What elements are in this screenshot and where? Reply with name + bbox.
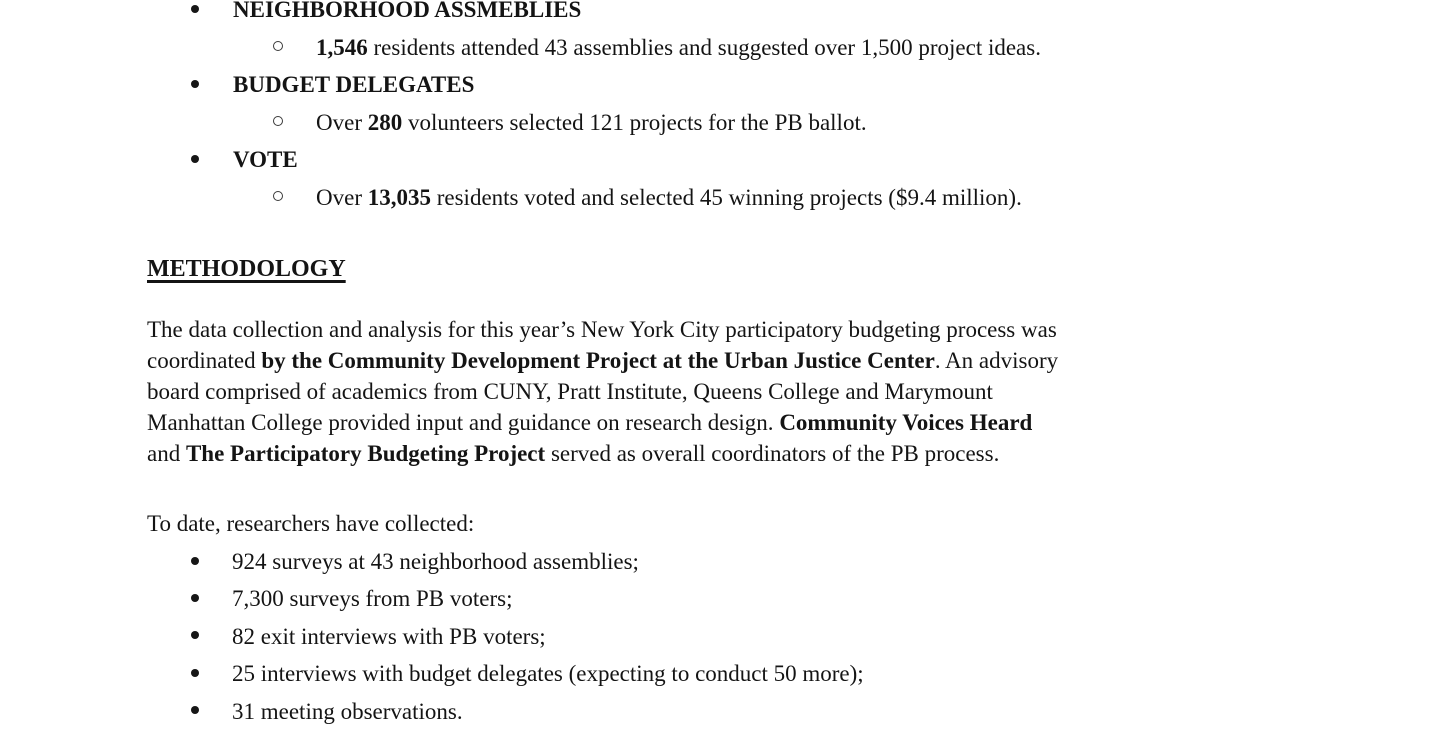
bullet-icon	[191, 594, 199, 602]
list-item-budget-delegates	[0, 66, 1440, 104]
list-subitem-delegates-detail	[0, 104, 1440, 142]
collected-list	[0, 543, 1440, 730]
methodology-heading: METHODOLOGY	[147, 256, 346, 282]
summary-list	[0, 0, 1440, 216]
bullet-icon	[191, 80, 199, 88]
collected-item-text: 25 interviews with budget delegates (expecting to conduct 50 more);	[232, 661, 864, 687]
bullet-icon	[191, 5, 199, 13]
bullet-icon	[191, 669, 199, 677]
paragraph-line: The data collection and analysis for this year’s New York City participatory budgeting process was	[147, 317, 1057, 342]
collected-item-text: 31 meeting observations.	[232, 698, 463, 724]
list-subitem-text: 1,546 residents attended 43 assemblies and suggested over 1,500 project ideas.	[316, 34, 1041, 60]
paragraph-line: Manhattan College provided input and guidance on research design. Community Voices Heard	[147, 410, 1033, 435]
paragraph-line: coordinated by the Community Development Project at the Urban Justice Center. An advisory	[147, 348, 1059, 373]
collected-item-surveys-voters	[0, 580, 1440, 617]
list-item-vote	[0, 141, 1440, 179]
collected-item-delegate-interviews	[0, 655, 1440, 692]
list-item-title: BUDGET DELEGATES	[233, 72, 475, 97]
list-subitem-text: Over 13,035 residents voted and selected 45 winning projects ($9.4 million).	[316, 184, 1022, 210]
bullet-icon	[191, 557, 199, 565]
collected-intro: To date, researchers have collected:	[147, 511, 475, 536]
collected-item-surveys-assemblies	[0, 543, 1440, 580]
bullet-icon	[191, 706, 199, 714]
bullet-icon	[191, 155, 199, 163]
circle-bullet-icon	[273, 191, 283, 201]
paragraph-line: and The Participatory Budgeting Project served as overall coordinators of the PB process.	[147, 441, 1000, 466]
list-subitem-vote-detail	[0, 179, 1440, 217]
bullet-icon	[191, 631, 199, 639]
circle-bullet-icon	[273, 41, 283, 51]
collected-item-text: 924 surveys at 43 neighborhood assemblies;	[232, 549, 639, 574]
collected-item-text: 7,300 surveys from PB voters;	[232, 586, 513, 612]
methodology-paragraph	[147, 314, 1058, 469]
collected-item-text: 82 exit interviews with PB voters;	[232, 623, 546, 649]
list-item-title: VOTE	[233, 147, 298, 172]
collected-item-exit-interviews	[0, 618, 1440, 655]
list-item-title: NEIGHBORHOOD ASSMEBLIES	[233, 0, 582, 22]
list-item-neighborhood-assemblies	[0, 0, 1440, 29]
list-subitem-assemblies-detail	[0, 29, 1440, 67]
circle-bullet-icon	[273, 116, 283, 126]
list-subitem-text: Over 280 volunteers selected 121 projects for the PB ballot.	[316, 109, 867, 135]
paragraph-line: board comprised of academics from CUNY, Pratt Institute, Queens College and Marymount	[147, 379, 993, 404]
collected-item-meeting-observations	[0, 693, 1440, 730]
